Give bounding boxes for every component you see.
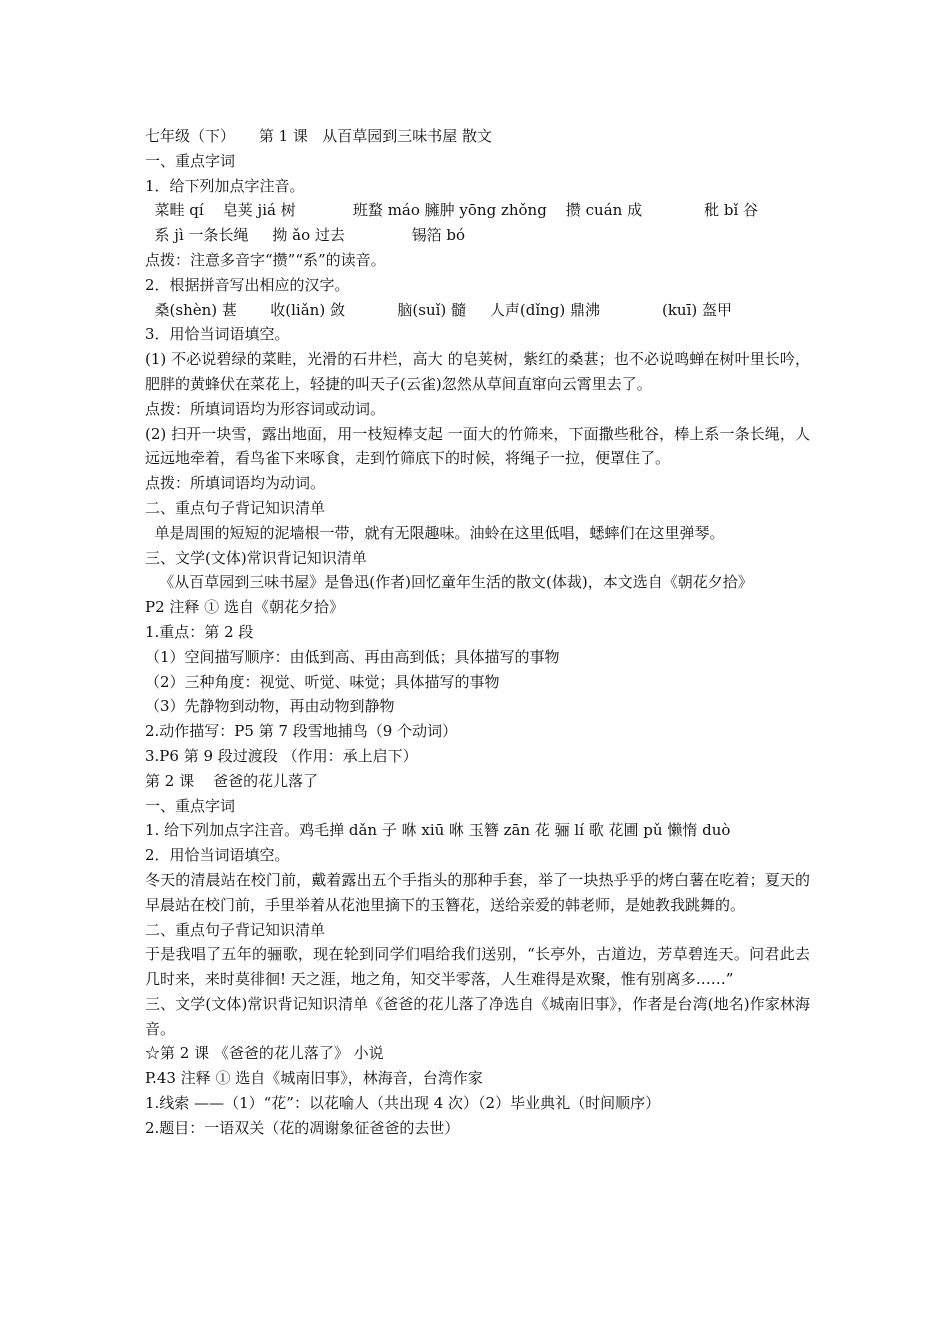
document-line: （2）三种角度：视觉、听觉、味觉；具体描写的事物 <box>145 672 500 691</box>
document-paragraph: 三、文学(文体)常识背记知识清单《爸爸的花儿落了净选自《城南旧事》，作者是台湾(地名)作家林海音。 <box>145 994 810 1038</box>
document-line: P.43 注释 ① 选自《城南旧事》，林海音，台湾作家 <box>145 1069 483 1088</box>
document-line: 桑(shèn) 葚 收(liǎn) 敛 脑(suǐ) 髓 人声(dǐng) 鼎沸 (kuī) 盔甲 <box>145 300 733 319</box>
document-line: 2.动作描写：P5 第 7 段雪地捕鸟（9 个动词） <box>145 722 458 741</box>
document-line: 二、重点句子背记知识清单 <box>145 498 326 517</box>
document-line: （3）先静物到动物，再由动物到静物 <box>145 697 395 716</box>
document-line: 点拨：所填词语均为形容词或动词。 <box>145 399 386 418</box>
document-line: 点拨：注意多音字“攒”“系”的读音。 <box>145 250 386 269</box>
document-body <box>145 124 810 1141</box>
document-line: 第 2 课 爸爸的花儿落了 <box>145 771 319 790</box>
document-line: 菜畦 qí 皂荚 jiá 树 班蝥 máo 臃肿 yōng zhǒng 攒 cuán 成 秕 bǐ 谷 <box>145 201 759 220</box>
document-line: （1）空间描写顺序：由低到高、再由高到低；具体描写的事物 <box>145 647 560 666</box>
document-line: 1．给下列加点字注音。 <box>145 176 305 195</box>
document-line: 2．根据拼音写出相应的汉字。 <box>145 275 350 294</box>
document-line: 单是周围的短短的泥墙根一带，就有无限趣味。油蛉在这里低唱，蟋蟀们在这里弹琴。 <box>145 523 725 542</box>
document-paragraph: (1) 不必说碧绿的菜畦，光滑的石井栏，高大 的皂荚树，紫红的桑葚；也不必说鸣蝉在树叶里长吟，肥胖的黄蜂伏在菜花上，轻捷的叫天子(云雀)忽然从草间直窜向云霄里去了。 <box>145 350 810 393</box>
document-line: P2 注释 ① 选自《朝花夕拾》 <box>145 598 344 617</box>
document-line: 1.重点：第 2 段 <box>145 622 254 641</box>
document-line: 点拨：所填词语均为动词。 <box>145 474 326 493</box>
document-paragraph: 1. 给下列加点字注音。鸡毛掸 dǎn 子 咻 xiū 咻 玉簪 zān 花 骊 lí 歌 花圃 pǔ 懒惰 duò <box>145 821 731 840</box>
document-line: 系 jì 一条长绳 拗 ǎo 过去 锡箔 bó <box>145 226 466 245</box>
document-line: 七年级（下） 第 1 课 从百草园到三味书屋 散文 <box>145 127 492 145</box>
document-line: 1.线索 ——（1）“花”：以花喻人（共出现 4 次）（2）毕业典礼（时间顺序） <box>145 1094 661 1113</box>
document-line: 二、重点句子背记知识清单 <box>145 920 326 939</box>
document-paragraph: 冬天的清晨站在校门前，戴着露出五个手指头的那种手套，举了一块热乎乎的烤白薯在吃着；夏天的早晨站在校门前，手里举着从花池里摘下的玉簪花，送给亲爱的韩老师，是她教我跳舞的。 <box>145 870 810 914</box>
document-line: 2.题目：一语双关（花的凋谢象征爸爸的去世） <box>145 1118 460 1137</box>
document-line: 一、重点字词 <box>145 796 236 815</box>
document-line: 3.P6 第 9 段过渡段 （作用：承上启下） <box>145 746 418 765</box>
document-line: 《从百草园到三味书屋》是鲁迅(作者)回忆童年生活的散文(体裁)，本文选自《朝花夕拾》 <box>145 573 753 592</box>
document-line: ☆第 2 课 《爸爸的花儿落了》 小说 <box>145 1044 384 1063</box>
document-paragraph: (2) 扫开一块雪，露出地面，用一枝短棒支起 一面大的竹筛来，下面撒些秕谷，棒上系一条长绳，人远远地牵着，看鸟雀下来啄食，走到竹筛底下的时候，将绳子一拉，便罩住了。 <box>145 424 810 468</box>
document-line: 三、文学(文体)常识背记知识清单 <box>145 548 367 567</box>
document-line: 3．用恰当词语填空。 <box>145 325 290 344</box>
document-line: 一、重点字词 <box>145 151 236 170</box>
document-line: 2．用恰当词语填空。 <box>145 846 290 865</box>
document-paragraph: 于是我唱了五年的骊歌，现在轮到同学们唱给我们送别，“长亭外，古道边，芳草碧连天。问君此去几时来，来时莫徘徊! 天之涯，地之角，知交半零落，人生难得是欢聚，惟有别离多……” <box>145 945 810 989</box>
